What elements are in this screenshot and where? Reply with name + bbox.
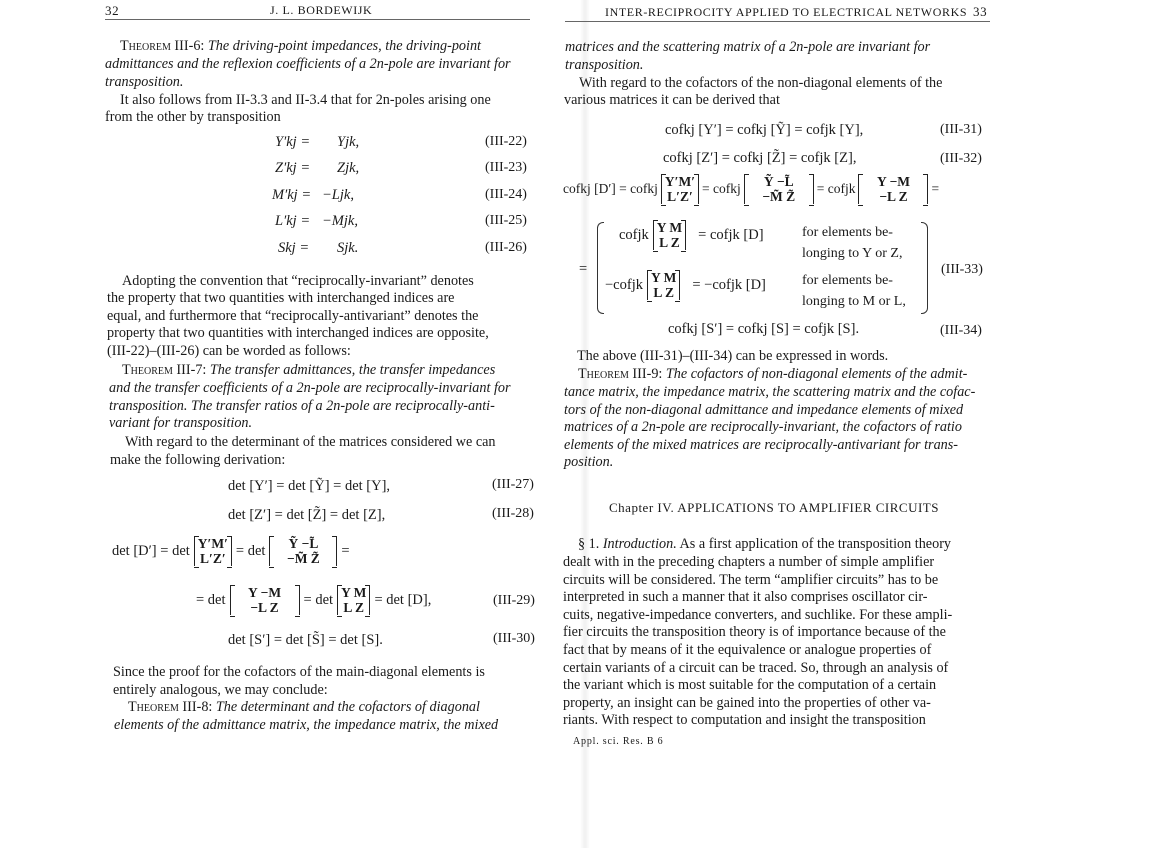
matrix-row: Y −M xyxy=(876,174,911,189)
section-introduction-cont xyxy=(563,554,952,730)
equation-rhs: Yjk, xyxy=(337,134,360,150)
running-head-right: INTER-RECIPROCITY APPLIED TO ELECTRICAL NETWORKS xyxy=(605,5,968,19)
equation-lhs: Skj = xyxy=(278,240,310,256)
theorem-text-line: and the transfer coefficients of a 2n-pole are reciprocally-invariant for xyxy=(109,380,511,396)
theorem-text-line: elements of the admittance matrix, the impedance matrix, the mixed xyxy=(114,717,499,733)
text-line: With regard to the determinant of the matrices considered we can xyxy=(125,434,496,450)
right-page xyxy=(563,0,1170,848)
theorem-text-line: The driving-point impedances, the driving-point xyxy=(207,38,481,54)
convention-paragraph xyxy=(122,273,474,291)
math-text: cofjk xyxy=(619,226,649,243)
theorem-III-6-cont xyxy=(105,56,530,91)
equation-number: (III-26) xyxy=(485,240,527,255)
case-2 xyxy=(605,270,766,300)
matrix-row: Ỹ −L̃ xyxy=(288,536,319,551)
matrix xyxy=(194,536,232,566)
theorem-III-7 xyxy=(122,362,495,380)
text-line: the property that two quantities with interchanged indices are xyxy=(107,290,455,306)
right-brace xyxy=(921,222,928,314)
equation-lhs: Z′kj = xyxy=(275,160,311,176)
matrix xyxy=(661,174,699,204)
math-text: = det xyxy=(303,591,334,608)
equation-cof-D-line1 xyxy=(563,174,939,204)
equation-number: (III-28) xyxy=(492,506,534,521)
cofactor-intro xyxy=(579,75,942,93)
equation-number: (III-27) xyxy=(492,477,534,492)
equation-number: (III-34) xyxy=(940,323,982,338)
text-line: (III-22)–(III-26) can be worded as follows: xyxy=(107,342,351,359)
case-1 xyxy=(619,220,764,250)
case-1-condition xyxy=(802,222,902,264)
equation-number: (III-24) xyxy=(485,187,527,202)
theorem-label: Theorem III-7: xyxy=(122,362,207,378)
text-line: interpreted in such a manner that it also comprises oscillator cir- xyxy=(563,589,928,606)
text-line: equal, and furthermore that “reciprocally-antivariant” denotes the xyxy=(107,307,479,324)
theorem-text-line: The determinant and the cofactors of diagonal xyxy=(215,699,480,715)
theorem-text-line: admittances and the reflexion coefficients of a 2n-pole are invariant for xyxy=(105,56,511,72)
theorem-text-line: elements of the mixed matrices are reciprocally-antivariant for trans- xyxy=(564,436,959,453)
text-line: for elements be- xyxy=(802,225,893,240)
equation-rhs: −Mjk, xyxy=(322,213,358,229)
text-line: Adopting the convention that “reciprocally-invariant” denotes xyxy=(122,273,474,289)
equation-number: (III-25) xyxy=(485,213,527,228)
theorem-text-line: matrices and the scattering matrix of a 2n-pole are invariant for xyxy=(565,39,931,55)
matrix xyxy=(858,174,928,204)
math-text: = det xyxy=(196,591,226,608)
math-text: = −cofjk [D] xyxy=(692,276,766,293)
theorem-text-line: position. xyxy=(564,454,614,471)
matrix xyxy=(647,270,680,300)
matrix-row: Y′M′ xyxy=(197,536,228,551)
matrix-row: Y M xyxy=(656,220,683,235)
proof-paragraph xyxy=(113,664,485,699)
math-text: −cofjk xyxy=(605,276,643,293)
equals-sign: = xyxy=(579,261,588,277)
equation-lhs: L′kj = xyxy=(275,213,311,229)
matrix-row: −M̃ Z̃ xyxy=(287,551,320,566)
intro-paragraph xyxy=(120,92,491,110)
text-line: longing to M or L, xyxy=(802,294,906,309)
text-line: from the other by transposition xyxy=(105,109,281,125)
section-introduction xyxy=(578,536,951,554)
math-text: cofkj [D′] = cofkj xyxy=(563,181,658,196)
matrix xyxy=(744,174,814,204)
theorem-text-line: transposition. The transfer ratios of a 2n-pole are reciprocally-anti- xyxy=(109,397,495,414)
equation-number: (III-31) xyxy=(940,122,982,137)
section-title: Introduction. xyxy=(602,536,677,552)
text-line: various matrices it can be derived that xyxy=(564,92,780,108)
section-marker: § 1. xyxy=(578,536,600,552)
text-line: fact that by means of it the equivalence or analogue properties of xyxy=(563,641,932,658)
theorem-III-9 xyxy=(578,366,967,384)
math-text: = det xyxy=(235,542,266,559)
text-line: certain variants of a circuit can be traced. So, through an analysis of xyxy=(563,659,949,676)
text-line: property, an insight can be gained into the properties of other va- xyxy=(563,694,931,711)
equation-III-28: det [Z′] = det [Z̃] = det [Z], xyxy=(228,507,386,523)
matrix-row: Y′M′ xyxy=(664,174,696,189)
text-line: As a first application of the transposition theory xyxy=(679,536,952,552)
equation-III-34: cofkj [S′] = cofkj [S] = cofjk [S]. xyxy=(668,321,860,337)
theorem-text-line: variant for transposition. xyxy=(109,415,253,432)
text-line: circuits will be considered. The term “amplifier circuits” has to be xyxy=(563,571,939,588)
math-text: det [D′] = det xyxy=(112,542,190,559)
equation-lhs: M′kj = xyxy=(272,187,312,203)
header-rule-left xyxy=(105,19,530,20)
theorem-label: Theorem III-9: xyxy=(578,366,663,382)
equation-rhs: Zjk, xyxy=(337,160,360,176)
math-text: = cofkj xyxy=(702,181,741,196)
text-line: make the following derivation: xyxy=(110,452,286,468)
footnote-journal: Appl. sci. Res. B 6 xyxy=(573,736,664,747)
matrix xyxy=(269,536,337,566)
determinant-intro-cont xyxy=(110,452,285,470)
equation-III-27: det [Y′] = det [Ỹ] = det [Y], xyxy=(228,478,391,494)
equation-number: (III-30) xyxy=(493,631,535,646)
text-line: With regard to the cofactors of the non-diagonal elements of the xyxy=(579,75,943,91)
theorem-III-6 xyxy=(120,38,530,56)
theorem-label: Theorem III-8: xyxy=(128,699,213,715)
convention-paragraph-cont xyxy=(107,290,489,360)
determinant-intro xyxy=(125,434,496,452)
text-line: fier circuits the transposition theory is of importance because of the xyxy=(563,624,946,641)
running-head-left: J. L. BORDEWIJK xyxy=(270,3,373,17)
matrix-row: L′Z′ xyxy=(667,189,693,204)
matrix-row: L Z xyxy=(659,235,680,250)
equation-number: (III-33) xyxy=(941,262,983,277)
theorem-text-line: tors of the non-diagonal admittance and impedance elements of mixed xyxy=(564,401,964,418)
equation-III-31: cofkj [Y′] = cofkj [Ỹ] = cofjk [Y], xyxy=(665,122,864,138)
equation-number: (III-23) xyxy=(485,160,527,175)
matrix-row: Y M xyxy=(650,270,677,285)
intro-paragraph-cont xyxy=(105,109,281,127)
left-brace xyxy=(597,222,604,314)
theorem-III-9-cont xyxy=(564,384,975,472)
text-line: The above (III-31)–(III-34) can be expressed in words. xyxy=(577,348,889,364)
matrix-row: L Z xyxy=(343,600,365,615)
theorem-text-line: tance matrix, the impedance matrix, the scattering matrix and the cofac- xyxy=(564,384,976,400)
matrix-row: −L Z xyxy=(250,600,279,615)
math-text: = det [D], xyxy=(374,591,432,608)
theorem-text-line: The transfer admittances, the transfer impedances xyxy=(209,362,496,378)
math-text: = xyxy=(931,181,940,196)
matrix-row: Y −M xyxy=(248,585,282,600)
text-line: dealt with in the preceding chapters a number of simple amplifier xyxy=(563,554,935,570)
math-text: = xyxy=(341,542,350,559)
equation-number: (III-29) xyxy=(493,593,535,608)
text-line: for elements be- xyxy=(802,273,893,288)
math-text: = cofjk xyxy=(816,181,856,196)
theorem-text-line: matrices of a 2n-pole are reciprocally-invariant, the cofactors of ratio xyxy=(564,419,962,436)
matrix-row: −L Z xyxy=(879,189,908,204)
summary-line xyxy=(577,348,888,366)
text-line: It also follows from II-3.3 and II-3.4 that for 2n-poles arising one xyxy=(120,92,491,108)
matrix-row: −M̃ Z̃ xyxy=(762,189,796,204)
theorem-III-7-cont xyxy=(109,380,511,433)
case-2-condition xyxy=(802,270,906,312)
text-line: entirely analogous, we may conclude: xyxy=(113,681,328,698)
matrix xyxy=(653,220,686,250)
equation-rhs: Sjk. xyxy=(337,240,359,256)
matrix-row: L Z xyxy=(653,285,674,300)
math-text: = cofjk [D] xyxy=(698,226,764,243)
equation-det-D-line1 xyxy=(112,536,350,566)
equation-III-32: cofkj [Z′] = cofkj [Z̃] = cofjk [Z], xyxy=(663,150,857,166)
matrix xyxy=(230,585,300,615)
text-line: property that two quantities with interchanged indices are opposite, xyxy=(107,325,489,342)
header-rule-right xyxy=(565,21,990,22)
theorem-label: Theorem III-6: xyxy=(120,38,205,54)
equation-III-30: det [S′] = det [S̃] = det [S]. xyxy=(228,632,383,648)
page-number-right: 33 xyxy=(973,4,988,19)
text-line: riants. With respect to computation and insight the transposition xyxy=(563,712,926,729)
theorem-III-8-continuation xyxy=(565,39,930,74)
text-line: cuits, negative-impedance converters, and suchlike. For these ampli- xyxy=(563,606,953,623)
matrix-row: Y M xyxy=(341,585,367,600)
matrix-row: L′Z′ xyxy=(200,551,226,566)
equation-number: (III-22) xyxy=(485,134,527,149)
equation-number: (III-32) xyxy=(940,151,982,166)
cofactor-intro-cont xyxy=(564,92,780,110)
equation-lhs: Y′kj = xyxy=(275,134,311,150)
text-line: the variant which is most suitable for the computation of a certain xyxy=(563,677,937,694)
theorem-text-line: The cofactors of non-diagonal elements of the admit- xyxy=(665,366,968,382)
theorem-III-8-cont xyxy=(114,717,498,735)
theorem-text-line: transposition. xyxy=(105,73,184,90)
page-number-left: 32 xyxy=(105,3,120,18)
equation-rhs: −Ljk, xyxy=(322,187,354,203)
text-line: longing to Y or Z, xyxy=(802,246,903,261)
theorem-III-8 xyxy=(128,699,480,717)
matrix xyxy=(337,585,370,615)
chapter-heading: Chapter IV. APPLICATIONS TO AMPLIFIER CIRCUITS xyxy=(609,500,939,515)
theorem-text-line: transposition. xyxy=(565,56,644,73)
matrix-row: Ỹ −L̃ xyxy=(763,174,794,189)
text-line: Since the proof for the cofactors of the main-diagonal elements is xyxy=(113,664,485,680)
equation-det-D-line2 xyxy=(196,585,431,615)
